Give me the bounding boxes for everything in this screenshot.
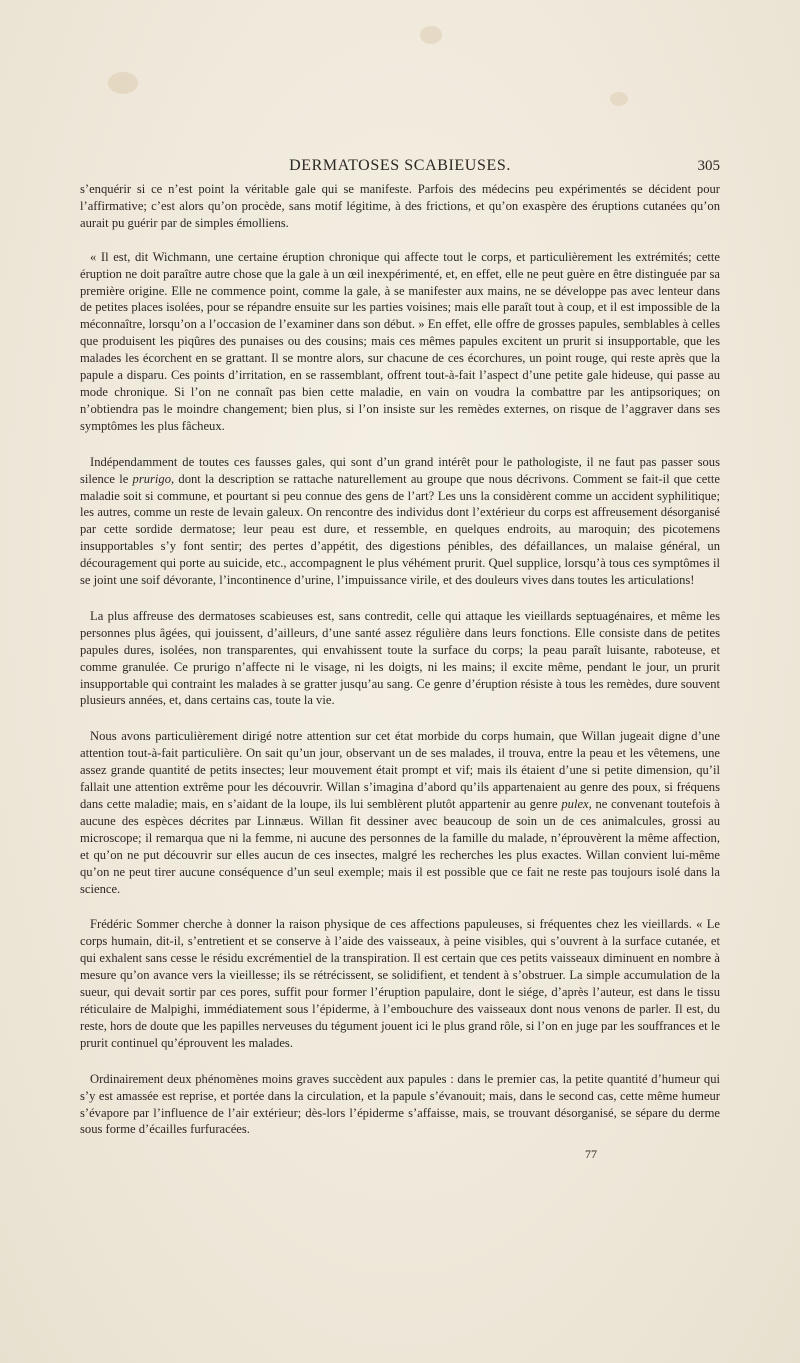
body-text xyxy=(80,181,720,1157)
page-header xyxy=(80,157,720,179)
paragraph xyxy=(80,454,720,589)
paragraph: « Il est, dit Wichmann, une certaine éruption chronique qui affecte tout le corps, et particulièrement les extrémités; cette éruption ne doit paraître autre chose que la gale à un œil inexpérimenté, et, en effet, elle ne peut guère en être distinguée par sa première origine. Elle ne commence point, comme la gale, à se manifester aux mains, ne se développe pas avec lenteur dans de petites places isolées, pour se répandre ensuite sur les parties voisines; mais elle paraît tout à coup, et il est impossible de la méconnaître, lorsqu’on a l’occasion de l’examiner dans son début. » En effet, elle offre de grosses papules, semblables à celles que produisent les piqûres des punaises ou des cousins; mais ces mêmes papules excitent un prurit si insupportable, que les malades les écorchent en se grattant. Il se montre alors, sur chacune de ces écorchures, un point rouge, qui reste après que la papule a disparu. Ces points d’irritation, en se rassemblant, offrent tout-à-fait l’aspect d’une petite gale hideuse, qui passe au mode chronique. Si l’on ne connaît pas bien cette maladie, en vain on voudra la combattre par les antipsoriques; on n’obtiendra pas le moindre changement; bien plus, si l’on insiste sur les remèdes externes, on risque de l’aggraver dans ses symptômes les plus fâcheux. xyxy=(80,249,720,433)
italic-term: pulex, xyxy=(561,797,592,811)
paragraph: s’enquérir si ce n’est point la véritable gale qui se manifeste. Parfois des médecins peu expérimentés se décident pour l’affirmative; c’est alors qu’on procède, sans motif légitime, à des frictions, et qu’on exaspère des éruptions cutanées qu’on aurait pu guérir par de simples émolliens. xyxy=(80,182,720,230)
italic-term: prurigo, xyxy=(132,471,175,486)
running-title: DERMATOSES SCABIEUSES. xyxy=(289,157,511,174)
paragraph: Ordinairement deux phénomènes moins graves succèdent aux papules : dans le premier cas, la petite quantité d’humeur qui s’y est amassée est reprise, et portée dans la circulation, et la papule s’évanouit; mais, dans le second cas, cette même humeur s’évapore par l’influence de l’air extérieur; dès-lors l’épiderme s’affaisse, mais, se trouvant désorganisé, se sépare du derme sous forme d’écailles furfuracées. xyxy=(80,1071,720,1137)
stain xyxy=(610,92,628,106)
page-number: 305 xyxy=(697,158,720,174)
paragraph: Frédéric Sommer cherche à donner la raison physique de ces affections papuleuses, si fréquentes chez les vieillards. « Le corps humain, dit-il, s’entretient et se conserve à l’aide des vaisseaux, à peine visibles, qui s’ouvrent à la surface cutanée, et qui exhalent sans cesse le résidu excrémentiel de la transpiration. Il est certain que ces petits vaisseaux diminuent en nombre à mesure qu’on avance vers la vieillesse; ils se rétrécissent, se solidifient, et tendent à s’obstruer. La simple accumulation de la sueur, qui devait sortir par ces pores, suffit pour former l’éruption papulaire, dont le siége, d’après l’auteur, est dans le tissu réticulaire de Malpighi, immédiatement sous l’épiderme, à l’embouchure des vaisseaux dont nous venons de parler. Il est, du reste, hors de doute que les papilles nerveuses du tégument jouent ici le plus grand rôle, si l’on en juge par les souffrances et le prurit continuel qu’éprouvent les malades. xyxy=(80,917,720,1050)
stain xyxy=(420,26,442,44)
paragraph-text: Indépendamment de toutes ces fausses gales, qui sont d’un grand intérêt pour le pathologiste, il ne faut pas passer sous silence le xyxy=(80,454,720,486)
paragraph xyxy=(80,728,720,897)
stain xyxy=(108,72,138,94)
signature-mark: 77 xyxy=(585,1147,597,1161)
paragraph-text: Nous avons particulièrement dirigé notre attention sur cet état morbide du corps humain, que Willan jugeait digne d’une attention tout-à-fait particulière. On sait qu’un jour, observant un de ses malades, il trouva, entre la peau et les vêtemens, une assez grande quantité de petits insectes; leur mouvement était prompt et vif; mais ils étaient d’une si petite dimension, qu’il fallait une attention extrême pour les découvrir. Willan s’imagina d’abord qu’ils appartenaient au genre des poux, si fréquens dans cette maladie; mais, en s’aidant de la loupe, ils lui semblèrent plutôt appartenir au genre xyxy=(80,729,720,811)
paragraph-text: dont la description se rattache naturellement au groupe que nous décrivons. Comment se fait-il que cette maladie soit si commune, et pourtant si peu connue des gens de l’art? Les uns la considèrent comme un accident syphilitique; les autres, comme un reste de levain galeux. On rencontre des individus dont l’extérieur du corps est affreusement désorganisé par cette sordide dermatose; leur peau est dure, et ressemble, en quelques endroits, au maroquin; des picotemens insupportables s’y font sentir; des pertes d’appétit, des digestions pénibles, des défaillances, un malaise général, un découragement qui porte au suicide, etc., accompagnent le plus véhément prurit. Quel supplice, lorsqu’à tous ces symptômes il se joint une soif dévorante, l’incontinence d’urine, l’impuissance virile, et des douleurs vives dans toutes les articulations! xyxy=(80,471,720,588)
paragraph-text: ne convenant toutefois à aucune des espèces décrites par Linnæus. Willan fit dessiner avec beaucoup de soin un de ces animalcules, grossi au microscope; il remarqua que ni la femme, ni aucune des personnes de la famille du malade, n’éprouvèrent la même affection, et qu’on ne put découvrir sur elles aucun de ces insectes, malgré les recherches les plus exactes. Willan convient lui-même qu’on ne peut tirer aucune conséquence d’un seul exemple; mais il est possible que ce fait ne reste pas toujours isolé dans la science. xyxy=(80,797,720,896)
paragraph: La plus affreuse des dermatoses scabieuses est, sans contredit, celle qui attaque les vieillards septuagénaires, et même les personnes plus âgées, qui jouissent, d’ailleurs, d’une santé assez régulière dans leurs fonctions. Elle consiste dans de petites papules dures, isolées, non transparentes, qui envahissent toute la surface du corps; la peau paraît luisante, raboteuse, et comme granulée. Ce prurigo n’affecte ni le visage, ni les doigts, ni les mains; il excite même, pendant le jour, un prurit insupportable qui contraint les malades à se gratter jusqu’au sang. Ce genre d’éruption résiste à tous les remèdes, dure souvent plusieurs années, et, dans certains cas, toute la vie. xyxy=(80,608,720,708)
